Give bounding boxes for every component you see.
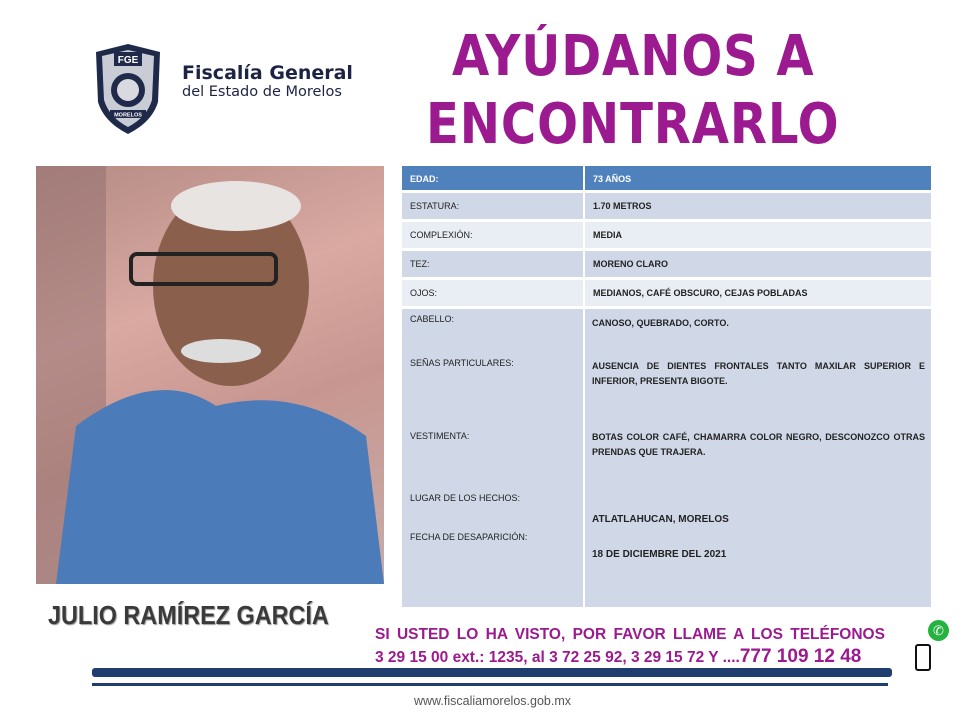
missing-person-photo [36,166,384,584]
title-line-2: ENCONTRARLO [426,92,840,157]
org-subtitle: del Estado de Morelos [182,84,342,100]
footer-divider-thin [92,683,888,686]
org-name: Fiscalía General [182,62,353,84]
table-row [402,251,931,277]
table-row [402,280,931,306]
label-place: LUGAR DE LOS HECHOS: [410,493,521,503]
phone-main[interactable]: 777 109 12 48 [739,646,862,667]
label-clothing: VESTIMENTA: [410,431,470,441]
footer-divider-thick [92,668,892,677]
value-age: 73 AÑOS [585,166,931,190]
label-build: COMPLEXIÓN: [402,222,583,248]
phone-list: 3 29 15 00 ext.: 1235, al 3 72 25 92, 3 29 15 72 Y .... [375,649,740,666]
table-row [402,193,931,219]
label-age: EDAD: [402,166,583,190]
value-place: ATLATLAHUCAN, MORELOS [592,514,729,525]
website-link[interactable]: www.fiscaliamorelos.gob.mx [414,694,571,708]
label-skin: TEZ: [402,251,583,277]
person-name: JULIO RAMÍREZ GARCÍA [48,600,329,630]
value-skin: MORENO CLARO [585,251,931,277]
svg-text:FGE: FGE [117,55,139,66]
label-hair: CABELLO: [410,314,455,324]
value-height: 1.70 METROS [585,193,931,219]
value-hair: CANOSO, QUEBRADO, CORTO. [592,318,729,328]
label-height: ESTATURA: [402,193,583,219]
call-to-action: SI USTED LO HA VISTO, POR FAVOR LLAME A LOS TELÉFONOS [375,626,885,643]
value-eyes: MEDIANOS, CAFÉ OBSCURO, CEJAS POBLADAS [585,280,931,306]
value-clothing: BOTAS COLOR CAFÉ, CHAMARRA COLOR NEGRO, DESCONOZCO OTRAS PRENDAS QUE TRAJERA. [592,432,925,457]
title-line-1: AYÚDANOS A [452,24,815,89]
label-marks: SEÑAS PARTICULARES: [410,358,514,368]
whatsapp-icon: ✆ [928,620,949,641]
label-date: FECHA DE DESAPARICIÓN: [410,532,528,542]
value-date: 18 DE DICIEMBRE DEL 2021 [592,549,727,560]
label-eyes: OJOS: [402,280,583,306]
table-row [402,222,931,248]
phone-numbers [375,646,861,668]
fge-badge-logo [92,42,164,136]
value-build: MEDIA [585,222,931,248]
mobile-phone-icon [915,644,931,671]
svg-text:MORELOS: MORELOS [114,112,142,119]
value-marks: AUSENCIA DE DIENTES FRONTALES TANTO MAXILAR SUPERIOR E INFERIOR, PRESENTA BIGOTE. [592,361,925,386]
details-block [400,306,933,604]
table-row [402,166,931,190]
